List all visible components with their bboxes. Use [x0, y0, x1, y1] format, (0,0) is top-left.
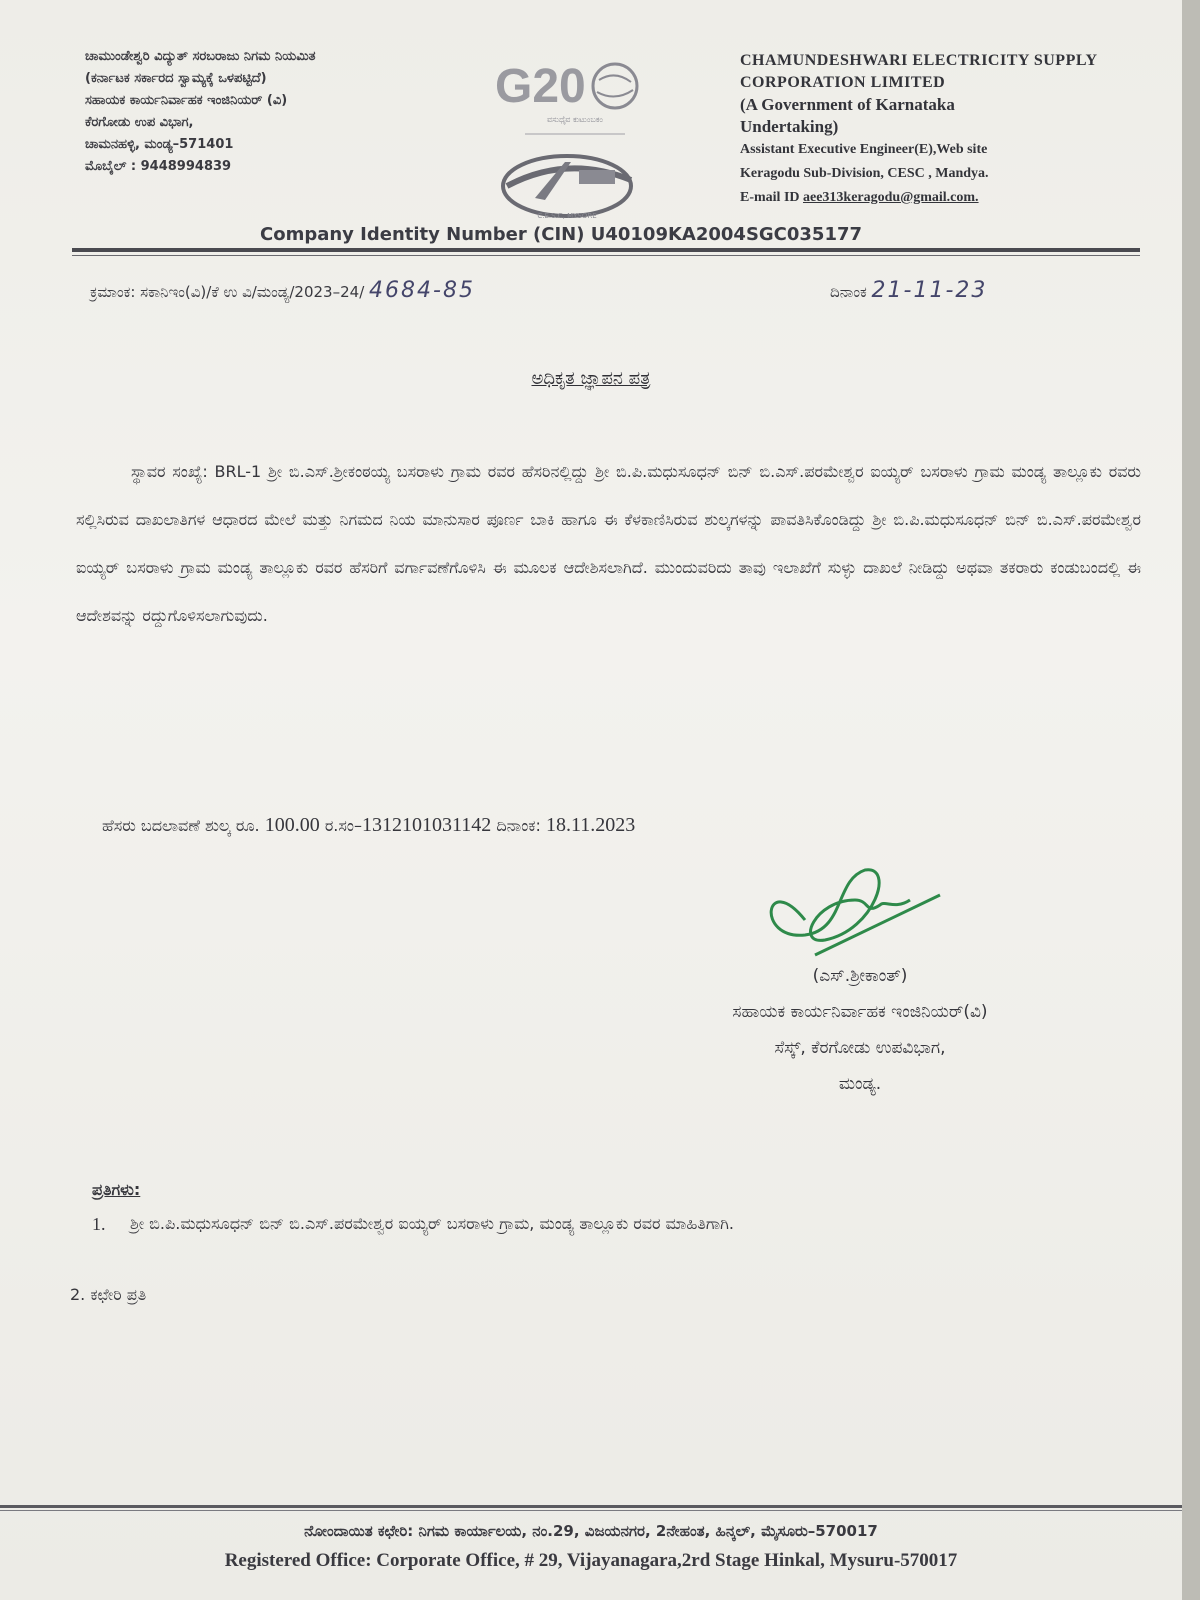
date-label: ದಿನಾಂಕ: [830, 283, 867, 301]
kn-header-line: (ಕರ್ನಾಟಕ ಸರ್ಕಾರದ ಸ್ವಾಮ್ಯಕ್ಕೆ ಒಳಪಟ್ಟಿದೆ): [85, 71, 267, 86]
copies-heading: ಪ್ರತಿಗಳು:: [92, 1180, 141, 1199]
kannada-letterhead: [85, 46, 485, 178]
fee-label: ಹೆಸರು ಬದಲಾವಣೆ ಶುಲ್ಕ ರೂ.: [102, 816, 265, 835]
email-link[interactable]: aee313keragodu@gmail.com.: [803, 190, 979, 205]
date-value: 21-11-23: [871, 278, 988, 303]
govt-line1: (A Government of Karnataka: [740, 95, 955, 114]
signatory-office: ಸೆಸ್ಕ್, ಕೆರಗೋಡು ಉಪವಿಭಾಗ,: [774, 1038, 946, 1058]
govt-line2: Undertaking): [740, 117, 839, 136]
signatory-place: ಮಂಡ್ಯ.: [838, 1074, 882, 1094]
footer-english: Registered Office: Corporate Office, # 29, Vijayanagara,2rd Stage Hinkal, Mysuru-570017: [224, 1550, 958, 1571]
header-divider: [72, 248, 1140, 252]
receipt-number: 1312101031142: [361, 814, 492, 836]
footer-divider: [0, 1505, 1182, 1508]
fee-date-label: ದಿನಾಂಕ:: [491, 816, 546, 835]
g20-text: G20: [495, 60, 586, 113]
list-item: [70, 1285, 146, 1305]
fee-amount: 100.00: [264, 814, 320, 836]
document-title: ಅಧಿಕೃತ ಜ್ಞಾಪನ ಪತ್ರ: [531, 368, 651, 389]
g20-logo: [495, 58, 655, 220]
cesc-text: C.E.S.C, MYSORE: [537, 212, 597, 220]
kn-header-line: ಚಾಮನಹಳ್ಳಿ, ಮಂಡ್ಯ–571401: [85, 137, 234, 152]
reference-line: [90, 278, 475, 303]
email-line: [740, 186, 1140, 210]
body-paragraph: [76, 448, 1141, 640]
logo-area: [495, 58, 655, 220]
kn-header-line: ಕೆರಗೋಡು ಉಪ ವಿಭಾಗ,: [85, 115, 194, 130]
fee-line: [102, 814, 635, 837]
fee-date: 18.11.2023: [545, 814, 636, 836]
reference-number: 4684-85: [369, 278, 475, 303]
reference-label: ಕ್ರಮಾಂಕ: ಸಕಾನಿಇಂ(ವಿ)/ಕೆ ಉ ವಿ/ಮಂಡ್ಯ/2023–24/: [90, 283, 365, 301]
copies-section: [92, 1180, 1092, 1240]
signatory-designation: ಸಹಾಯಕ ಕಾರ್ಯನಿರ್ವಾಹಕ ಇಂಜಿನಿಯರ್(ವಿ): [732, 1002, 988, 1022]
receipt-label: ರ.ಸಂ–: [319, 816, 362, 835]
kn-header-line: ಚಾಮುಂಡೇಶ್ವರಿ ವಿದ್ಯುತ್ ಸರಬರಾಜು ನಿಗಮ ನಿಯಮಿತ: [85, 49, 316, 64]
copy-number: 1.: [92, 1214, 106, 1234]
body-text: ಸ್ಥಾವರ ಸಂಖ್ಯೆ: BRL-1 ಶ್ರೀ ಬಿ.ಎಸ್.ಶ್ರೀಕಂಠಯ್ಯ ಬಸರಾಳು ಗ್ರಾಮ ರವರ ಹೆಸರಿನಲ್ಲಿದ್ದು ಶ್ರೀ ಬಿ.ಪಿ.ಮಧುಸೂಧನ್ ಬಿನ್ ಬಿ.ಎಸ್.ಪರಮೇಶ್ವರ ಐಯ್ಯರ್ ಬಸರಾಳು ಗ್ರಾಮ ಮಂಡ್ಯ ತಾಲ್ಲೂಕು ರವರು ಸಲ್ಲಿಸಿರುವ ದಾಖಲಾತಿಗಳ ಆಧಾರದ ಮೇಲೆ ಮತ್ತು ನಿಗಮದ ನಿಯ ಮಾನುಸಾರ ಪೂರ್ಣ ಬಾಕಿ ಹಾಗೂ ಈ ಕೆಳಕಾಣಿಸಿರುವ ಶುಲ್ಕಗಳನ್ನು ಪಾವತಿಸಿಕೊಂಡಿದ್ದು ಶ್ರೀ ಬಿ.ಪಿ.ಮಧುಸೂಧನ್ ಬಿನ್ ಬಿ.ಎಸ್.ಪರಮೇಶ್ವರ ಐಯ್ಯರ್ ಬಸರಾಳು ಗ್ರಾಮ ಮಂಡ್ಯ ತಾಲ್ಲೂಕು ರವರ ಹೆಸರಿಗೆ ವರ್ಗಾವಣೆಗೊಳಿಸಿ ಈ ಮೂಲಕ ಆದೇಶಿಸಲಾಗಿದೆ. ಮುಂದುವರಿದು ತಾವು ಇಲಾಖೆಗೆ ಸುಳ್ಳು ದಾಖಲೆ ನೀಡಿದ್ದು ಅಥವಾ ತಕರಾರು ಕಂಡುಬಂದಲ್ಲಿ ಈ ಆದೇಶವನ್ನು ರದ್ದುಗೊಳಿಸಲಾಗುವುದು.: [76, 462, 1141, 625]
kn-header-line: ಮೊಬೈಲ್ : 9448994839: [85, 159, 232, 174]
subdivision-line: Keragodu Sub-Division, CESC , Mandya.: [740, 166, 989, 181]
copy-number: 2.: [70, 1285, 86, 1304]
signatory-name: (ಎಸ್.ಶ್ರೀಕಾಂತ್): [812, 966, 908, 986]
signatory-block: [620, 958, 1100, 1102]
kn-header-line: ಸಹಾಯಕ ಕಾರ್ಯನಿರ್ವಾಹಕ ಇಂಜಿನಿಯರ್ (ವಿ): [85, 93, 288, 108]
list-item: [92, 1208, 1092, 1240]
signature: [745, 860, 955, 970]
company-name-line1: CHAMUNDESHWARI ELECTRICITY SUPPLY: [740, 52, 1098, 69]
date-line: [830, 278, 987, 303]
office-line: Assistant Executive Engineer(E),Web site: [740, 142, 988, 157]
copy-text: ಕಛೇರಿ ಪ್ರತಿ: [90, 1285, 147, 1304]
copy-text: ಶ್ರೀ ಬಿ.ಪಿ.ಮಧುಸೂಧನ್ ಬಿನ್ ಬಿ.ಎಸ್.ಪರಮೇಶ್ವರ ಐಯ್ಯರ್ ಬಸರಾಳು ಗ್ರಾಮ, ಮಂಡ್ಯ ತಾಲ್ಲೂಕು ರವರ ಮಾಹಿತಿಗಾಗಿ.: [130, 1214, 735, 1233]
footer-kannada: ನೋಂದಾಯಿತ ಕಛೇರಿ: ನಿಗಮ ಕಾರ್ಯಾಲಯ, ನಂ.29, ವಿಜಯನಗರ, 2ನೇಹಂತ, ಹಿನ್ಕಲ್, ಮೈಸೂರು–570017: [304, 1522, 878, 1540]
footer-divider-thin: [0, 1510, 1182, 1511]
email-label: E-mail ID: [740, 190, 803, 205]
english-letterhead: [740, 50, 1140, 210]
header-divider-thin: [72, 255, 1140, 256]
cin-number: Company Identity Number (CIN) U40109KA2004SGC035177: [260, 224, 863, 245]
background-edge: [1182, 0, 1200, 1600]
company-name-line2: CORPORATION LIMITED: [740, 74, 946, 91]
g20-tagline: ವಸುಧೈವ ಕುಟುಂಬಕಂ: [547, 115, 603, 124]
